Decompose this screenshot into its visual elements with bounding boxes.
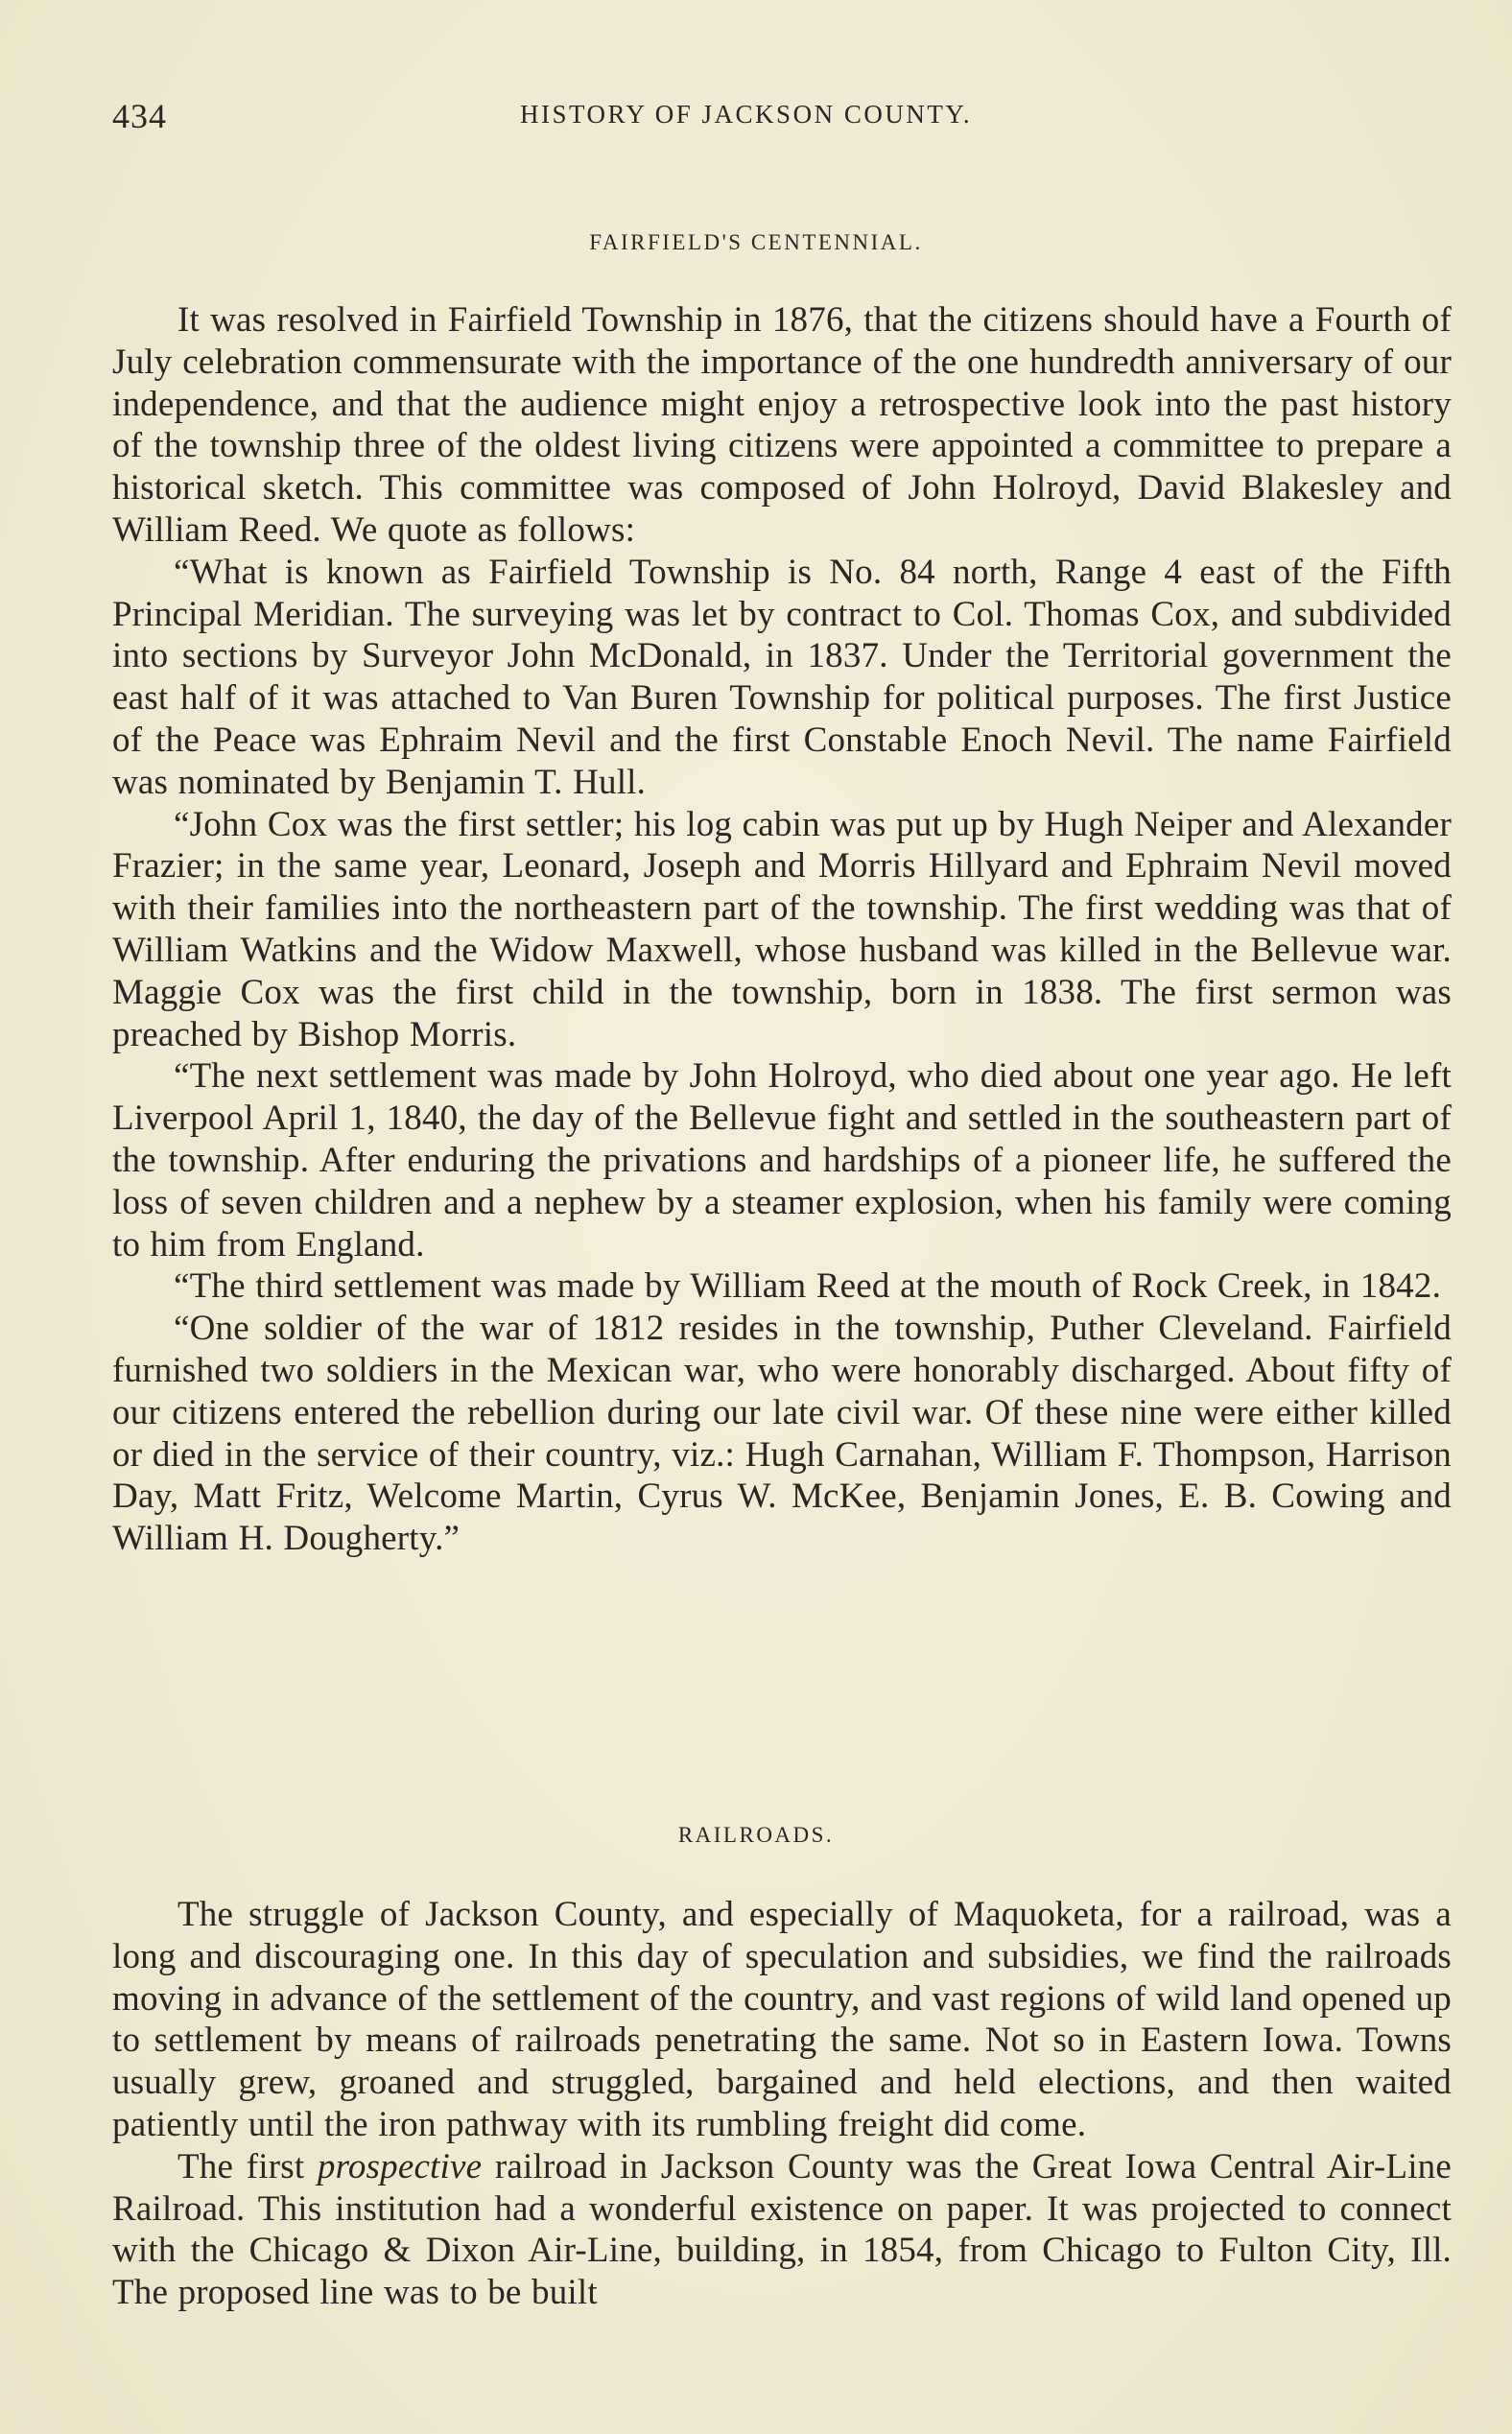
text-run: railroad in Jackson County was the Great Iowa Central Air-Line Railroad. This institution had a wonderful existence on paper. It was projected to connect with the Chicago & Dixon Air-Line, building, in 1854, from Chicago to Fulton City, Ill. The proposed line was to be built (112, 2146, 1452, 2313)
page-number: 434 (112, 97, 167, 135)
section-body-centennial (112, 299, 1452, 1560)
page-header (112, 96, 1455, 134)
text-run: The first (177, 2146, 318, 2186)
italic-word: prospective (317, 2146, 483, 2186)
paragraph: The struggle of Jackson County, and especially of Maquoketa, for a railroad, was a long and discouraging one. In this day of speculation and subsidies, we find the railroads moving in advance of the settlement of the country, and vast regions of wild land opened up to settlement by means of railroads penetrating the same. Not so in Eastern Iowa. Towns usually grew, groaned and struggled, bargained and held elections, and then waited patiently until the iron pathway with its rumbling freight did come. (112, 1895, 1452, 2144)
running-head: HISTORY OF JACKSON COUNTY. (520, 100, 973, 129)
section-body-railroads (112, 1894, 1452, 2314)
paragraph: “What is known as Fairfield Township is No. 84 north, Range 4 east of the Fifth Principal Meridian. The surveying was let by contract to Col. Thomas Cox, and subdivided into sections by Surveyor John McDonald, in 1837. Under the Territorial government the east half of it was attached to Van Buren Township for political purposes. The first Justice of the Peace was Ephraim Nevil and the first Constable Enoch Nevil. The name Fairfield was nominated by Benjamin T. Hull. (112, 552, 1452, 802)
paragraph-with-italic (112, 2146, 1452, 2314)
paragraph: “One soldier of the war of 1812 resides in the township, Puther Cleveland. Fairfield furnished two soldiers in the Mexican war, who were honorably discharged. About fifty of our citizens entered the rebellion during our late civil war. Of these nine were either killed or died in the service of their country, viz.: Hugh Carnahan, William F. Thompson, Harrison Day, Matt Fritz, Welcome Martin, Cyrus W. McKee, Benjamin Jones, E. B. Cowing and William H. Dougherty.” (112, 1309, 1452, 1559)
paragraph: “The next settlement was made by John Holroyd, who died about one year ago. He left Liverpool April 1, 1840, the day of the Bellevue fight and settled in the southeastern part of the township. After enduring the privations and hardships of a pioneer life, he suffered the loss of seven children and a nephew by a steamer explosion, when his family were coming to him from England. (112, 1056, 1452, 1264)
paragraph: “John Cox was the first settler; his log cabin was put up by Hugh Neiper and Alexander Frazier; in the same year, Leonard, Joseph and Morris Hillyard and Ephraim Nevil moved with their families into the northeastern part of the township. The first wedding was that of William Watkins and the Widow Maxwell, whose husband was killed in the Bellevue war. Maggie Cox was the first child in the township, born in 1838. The first sermon was preached by Bishop Morris. (112, 804, 1452, 1054)
section-heading-centennial: FAIRFIELD'S CENTENNIAL. (589, 230, 923, 254)
section-heading-railroads: RAILROADS. (677, 1823, 835, 1847)
paragraph: “The third settlement was made by William Reed at the mouth of Rock Creek, in 1842. (174, 1266, 1442, 1307)
paragraph: It was resolved in Fairfield Township in 1876, that the citizens should have a Fourth of July celebration commensurate with the importance of the one hundredth anniversary of our independence, and that the audience might enjoy a retrospective look into the past history of the township three of the oldest living citizens were appointed a committee to prepare a historical sketch. This committee was composed of John Holroyd, David Blakesley and William Reed. We quote as follows: (112, 300, 1452, 550)
